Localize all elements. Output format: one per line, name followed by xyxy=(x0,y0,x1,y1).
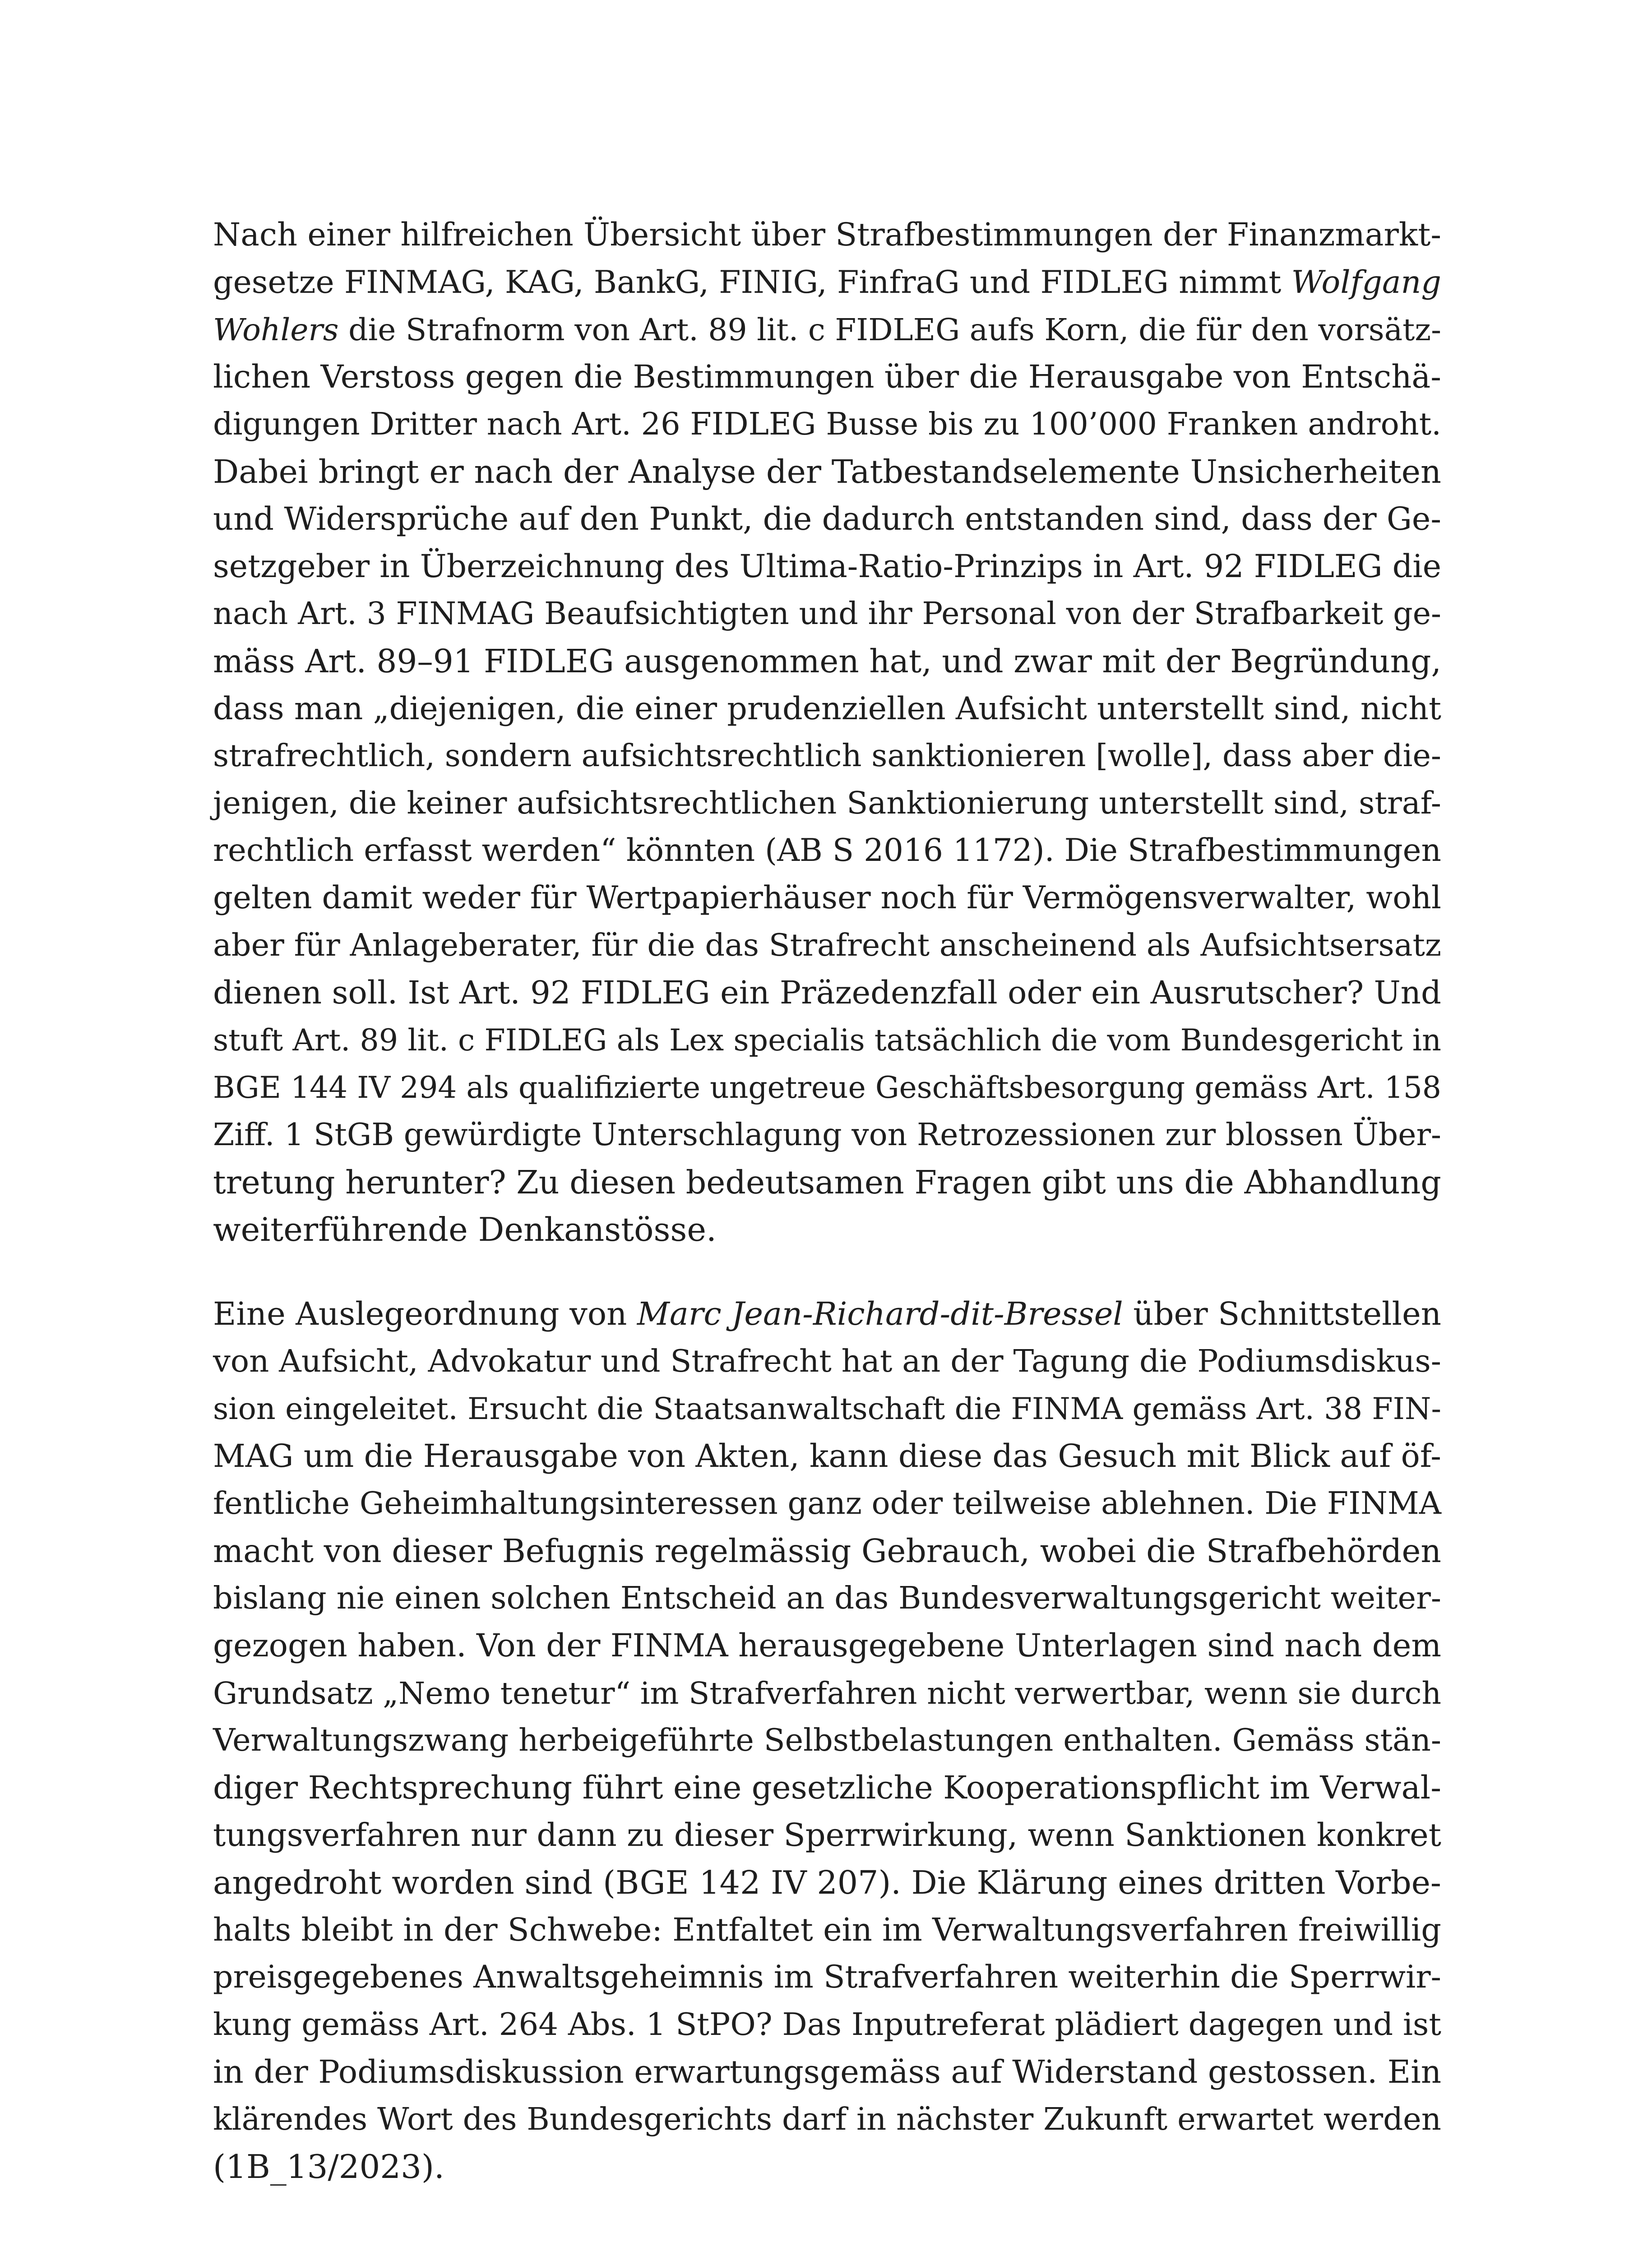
text-line: Nach einer hilfreichen Übersicht über Strafbestimmungen der Finanzmarkt- xyxy=(213,217,1441,253)
text-line: von Aufsicht, Advokatur und Strafrecht hat an der Tagung die Podiumsdiskus- xyxy=(213,1343,1441,1379)
text-line: BGE 144 IV 294 als qualifizierte ungetreue Geschäftsbesorgung gemäss Art. 158 xyxy=(213,1070,1441,1105)
text-line: klärendes Wort des Bundesgerichts darf in nächster Zukunft erwartet werden xyxy=(213,2101,1441,2137)
text-line: Ziff. 1 StGB gewürdigte Unterschlagung von Retrozessionen zur blossen Über- xyxy=(213,1117,1441,1153)
text-line: dass man „diejenigen, die einer prudenziellen Aufsicht unterstellt sind, nicht xyxy=(213,690,1441,727)
paragraph-1 xyxy=(213,211,1441,1253)
text-line: in der Podiumsdiskussion erwartungsgemäss auf Widerstand gestossen. Ein xyxy=(213,2053,1442,2090)
text-line: strafrechtlich, sondern aufsichtsrechtlich sanktionieren [wolle], dass aber die- xyxy=(213,738,1441,774)
text-line: MAG um die Herausgabe von Akten, kann diese das Gesuch mit Blick auf öf- xyxy=(213,1438,1441,1475)
text-line: nach Art. 3 FINMAG Beaufsichtigten und ihr Personal von der Strafbarkeit ge- xyxy=(213,596,1441,632)
text-line: jenigen, die keiner aufsichtsrechtlichen Sanktionierung unterstellt sind, straf- xyxy=(213,785,1441,821)
author-name: Marc Jean-Richard-dit-Bressel xyxy=(637,1295,1123,1332)
text-line: angedroht worden sind (BGE 142 IV 207). Die Klärung eines dritten Vorbe- xyxy=(213,1864,1441,1901)
text-line: setzgeber in Überzeichnung des Ultima-Ratio-Prinzips in Art. 92 FIDLEG die xyxy=(213,548,1441,585)
text-segment: die Strafnorm von Art. 89 lit. c FIDLEG aufs Korn, die für den vorsätz- xyxy=(348,312,1441,347)
text-line: kung gemäss Art. 264 Abs. 1 StPO? Das Inputreferat plädiert dagegen und ist xyxy=(213,2006,1441,2043)
text-line: halts bleibt in der Schwebe: Entfaltet ein im Verwaltungsverfahren freiwillig xyxy=(213,1912,1441,1948)
text-line: sion eingeleitet. Ersucht die Staatsanwaltschaft die FINMA gemäss Art. 38 FIN- xyxy=(213,1391,1441,1426)
text-line: und Widersprüche auf den Punkt, die dadurch entstanden sind, dass der Ge- xyxy=(213,500,1441,537)
text-line xyxy=(213,1290,1441,1338)
text-line: rechtlich erfasst werden“ könnten (AB S 2016 1172). Die Strafbestimmungen xyxy=(213,832,1441,869)
text-line: lichen Verstoss gegen die Bestimmungen über die Herausgabe von Entschä- xyxy=(213,358,1441,395)
text-line: macht von dieser Befugnis regelmässig Gebrauch, wobei die Strafbehörden xyxy=(213,1532,1441,1570)
text-line: fentliche Geheimhaltungsinteressen ganz oder teilweise ablehnen. Die FINMA xyxy=(213,1486,1441,1521)
author-name: Wolfgang xyxy=(1291,264,1441,300)
text-line: (1B_13/2023). xyxy=(213,2148,444,2186)
text-line: aber für Anlageberater, für die das Strafrecht anscheinend als Aufsichtsersatz xyxy=(213,927,1442,963)
text-segment: gesetze FINMAG, KAG, BankG, FINIG, FinfraG und FIDLEG nimmt xyxy=(213,264,1291,300)
text-line: Dabei bringt er nach der Analyse der Tatbestandselemente Unsicherheiten xyxy=(213,453,1441,490)
text-line: bislang nie einen solchen Entscheid an das Bundesverwaltungsgericht weiter- xyxy=(213,1580,1441,1616)
text-segment: Eine Auslegeordnung von xyxy=(213,1295,637,1332)
text-line: weiterführende Denkanstösse. xyxy=(213,1211,717,1248)
text-line: Grundsatz „Nemo tenetur“ im Strafverfahren nicht verwertbar, wenn sie durch xyxy=(213,1675,1441,1711)
text-line: preisgegebenes Anwaltsgeheimnis im Strafverfahren weiterhin die Sperrwir- xyxy=(213,1959,1442,1995)
text-line xyxy=(213,306,1441,353)
text-line: tungsverfahren nur dann zu dieser Sperrwirkung, wenn Sanktionen konkret xyxy=(213,1817,1441,1854)
text-line: diger Rechtsprechung führt eine gesetzliche Kooperationspflicht im Verwal- xyxy=(213,1769,1442,1806)
author-name: Wohlers xyxy=(213,312,339,347)
text-line: stuft Art. 89 lit. c FIDLEG als Lex specialis tatsächlich die vom Bundesgericht in xyxy=(213,1022,1441,1058)
text-line: dienen soll. Ist Art. 92 FIDLEG ein Präzedenzfall oder ein Ausrutscher? Und xyxy=(213,974,1441,1011)
text-line: gezogen haben. Von der FINMA herausgegebene Unterlagen sind nach dem xyxy=(213,1627,1441,1664)
text-line: tretung herunter? Zu diesen bedeutsamen Fragen gibt uns die Abhandlung xyxy=(213,1164,1441,1201)
text-line xyxy=(213,259,1441,306)
text-line: Verwaltungszwang herbeigeführte Selbstbelastungen enthalten. Gemäss stän- xyxy=(213,1722,1441,1758)
text-line: gelten damit weder für Wertpapierhäuser noch für Vermögensverwalter, wohl xyxy=(213,880,1442,916)
text-line: digungen Dritter nach Art. 26 FIDLEG Busse bis zu 100’000 Franken androht. xyxy=(213,407,1441,442)
paragraph-2 xyxy=(213,1290,1441,2191)
text-line: mäss Art. 89–91 FIDLEG ausgenommen hat, und zwar mit der Begründung, xyxy=(213,643,1441,680)
text-segment: über Schnittstellen xyxy=(1123,1295,1441,1332)
